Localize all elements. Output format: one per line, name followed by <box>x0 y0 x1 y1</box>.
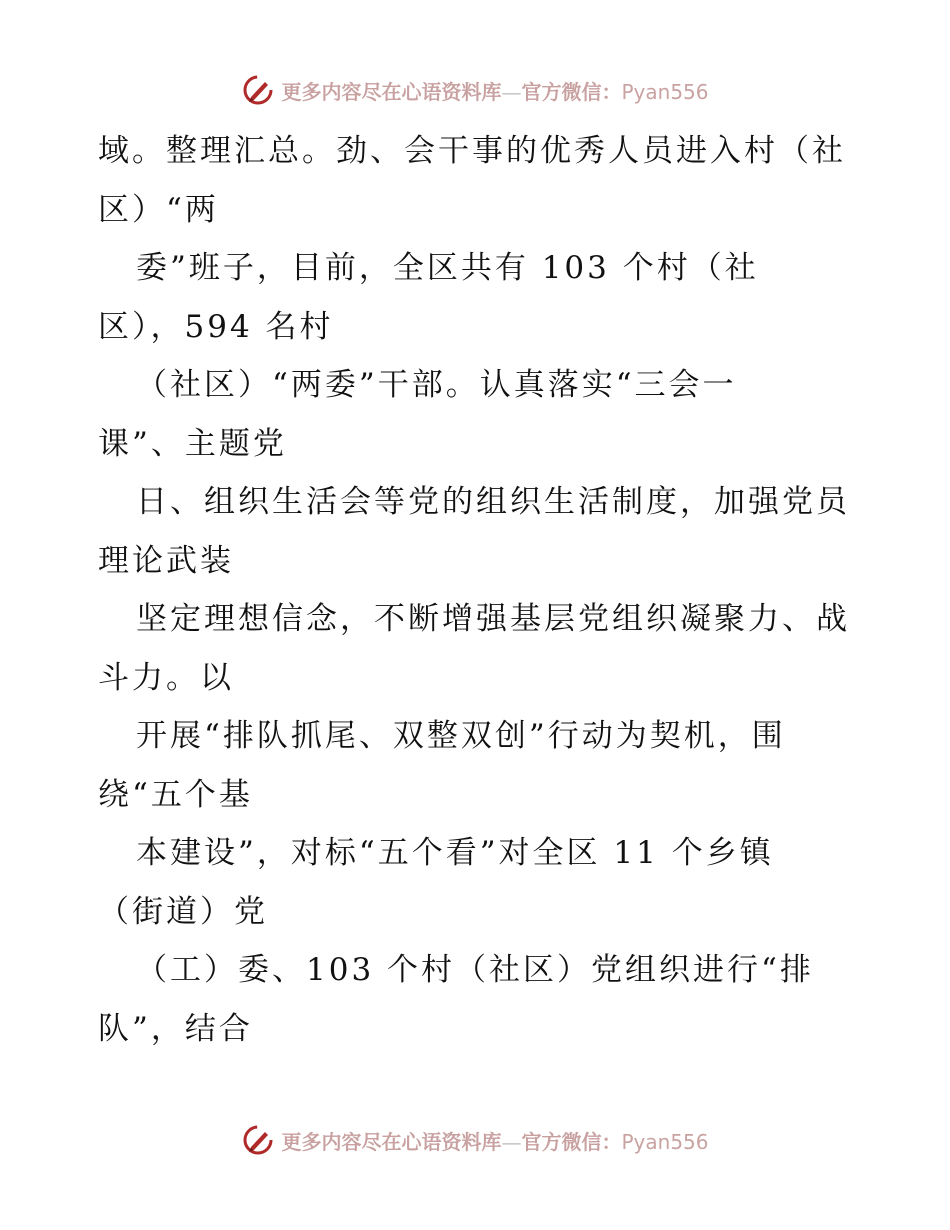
footer-banner-id: Pyan556 <box>621 1129 709 1154</box>
body-line-14: （街道）党 <box>98 893 268 930</box>
footer-banner-main: 更多内容尽在心语资料库 <box>281 1129 502 1154</box>
body-line-3: 委”班子，目前，全区共有 103 个村（社 <box>136 250 759 286</box>
footer-banner-sep: — <box>501 1129 522 1154</box>
footer-banner-text <box>281 1126 708 1155</box>
body-line-15: （工）委、103 个村（社区）党组织进行“排 <box>136 952 814 988</box>
header-banner-contact: 官方微信： <box>521 79 622 104</box>
body-line-7: 日、组织生活会等党的组织生活制度，加强党员 <box>136 484 850 520</box>
body-line-1: 域。整理汇总。劲、会干事的优秀人员进入村（社 <box>98 133 846 169</box>
document-body <box>98 122 858 1058</box>
pen-logo-icon <box>241 1123 275 1157</box>
body-line-2: 区）“两 <box>98 191 219 228</box>
body-line-5: （社区）“两委”干部。认真落实“三会一 <box>136 367 737 403</box>
body-line-6: 课”、主题党 <box>98 425 287 462</box>
body-line-9: 坚定理想信念，不断增强基层党组织凝聚力、战 <box>136 601 850 637</box>
footer-banner-contact: 官方微信： <box>521 1129 622 1154</box>
body-line-16: 队”，结合 <box>98 1010 253 1047</box>
header-banner <box>0 70 950 110</box>
body-line-8: 理论武装 <box>98 542 234 579</box>
pen-logo-icon <box>241 73 275 107</box>
header-banner-id: Pyan556 <box>621 79 709 104</box>
footer-banner <box>0 1120 950 1160</box>
body-line-4: 区），594 名村 <box>98 308 334 345</box>
body-line-10: 斗力。以 <box>98 659 234 696</box>
body-line-11: 开展“排队抓尾、双整双创”行动为契机，围 <box>136 718 786 754</box>
header-banner-text <box>281 76 708 105</box>
body-line-13: 本建设”，对标“五个看”对全区 11 个乡镇 <box>136 835 774 871</box>
header-banner-sep: — <box>501 79 522 104</box>
header-banner-main: 更多内容尽在心语资料库 <box>281 79 502 104</box>
body-line-12: 绕“五个基 <box>98 776 253 813</box>
